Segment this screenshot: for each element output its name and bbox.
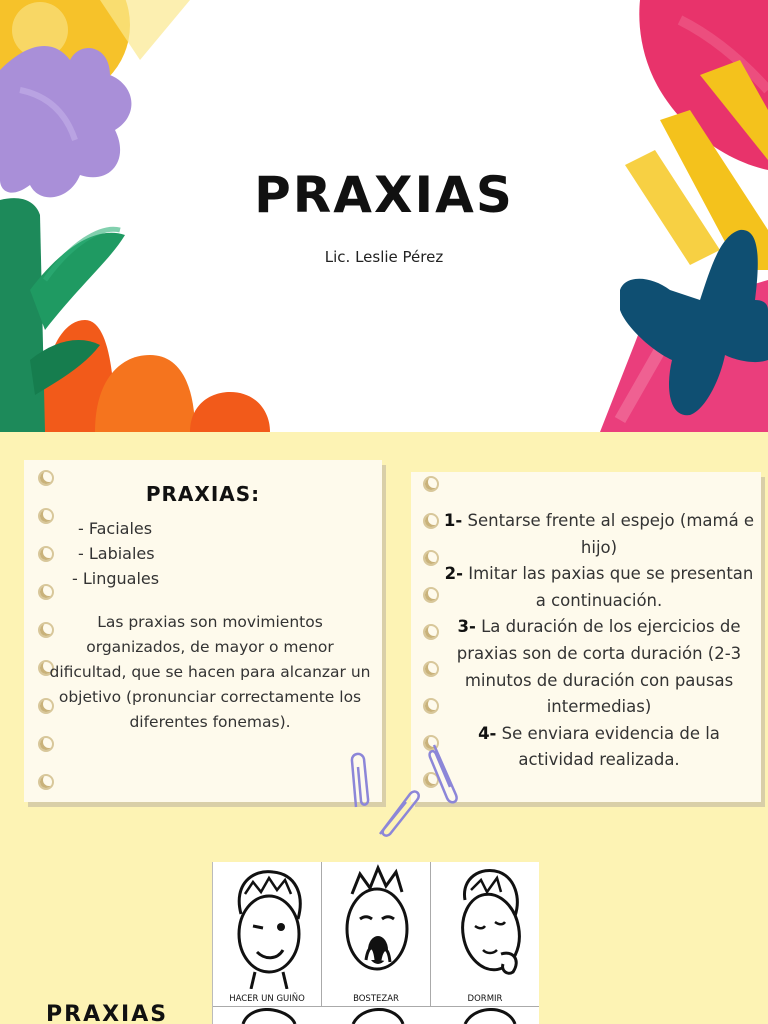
- bottom-title: PRAXIAS: [46, 1002, 169, 1024]
- content-slide: [0, 432, 768, 1024]
- praxia-picture-yawn: [322, 862, 431, 1007]
- instruction-steps: [441, 508, 757, 774]
- step-number: 3-: [457, 617, 476, 637]
- step-text: Sentarse frente al espejo (mamá e hijo): [462, 511, 755, 557]
- praxias-types-list: [72, 516, 160, 591]
- cover-slide: [0, 0, 768, 432]
- green-leaf-shape: [0, 198, 45, 432]
- list-item: - Linguales: [72, 569, 160, 588]
- step-text: Imitar las paxias que se presentan a continuación.: [462, 564, 754, 610]
- paperclip-icon: [372, 782, 422, 842]
- step-number: 2-: [444, 564, 463, 584]
- picture-label: HACER UN GUIÑO: [229, 994, 305, 1004]
- cover-title: PRAXIAS: [254, 166, 514, 224]
- step-text: La duración de los ejercicios de praxias son de corta duración (2-3 minutos de duración con pausas intermedias): [456, 617, 742, 717]
- cover-subtitle: Lic. Leslie Pérez: [324, 248, 444, 266]
- step-number: 4-: [478, 723, 497, 743]
- praxias-types-card: [24, 460, 382, 802]
- boy-winking-icon: [223, 864, 313, 989]
- card-title: PRAXIAS:: [145, 482, 261, 506]
- step-item: [441, 721, 757, 774]
- praxias-description: Las praxias son movimientos organizados, de mayor o menor dificultad, que se hacen para alcanzar un objetivo (pronunciar correctamente los diferentes fonemas).: [49, 613, 371, 731]
- praxia-picture-sleep: [431, 862, 539, 1007]
- step-number: 1-: [443, 511, 463, 530]
- list-item: - Labiales: [78, 544, 155, 563]
- second-row-pictures: [213, 1008, 539, 1024]
- praxias-pictures: [212, 862, 539, 1024]
- list-item: - Faciales: [78, 519, 153, 538]
- step-item: [441, 561, 757, 614]
- step-item: [441, 508, 757, 561]
- praxia-picture-wink: [213, 862, 322, 1007]
- paperclip-icon: [422, 737, 466, 807]
- boy-yawning-icon: [332, 864, 422, 989]
- boy-sleeping-icon: [441, 864, 531, 989]
- step-text: Se enviara evidencia de la actividad realizada.: [496, 723, 720, 770]
- step-item: [441, 614, 757, 720]
- picture-label: BOSTEZAR: [353, 994, 399, 1004]
- picture-label: DORMIR: [467, 994, 503, 1004]
